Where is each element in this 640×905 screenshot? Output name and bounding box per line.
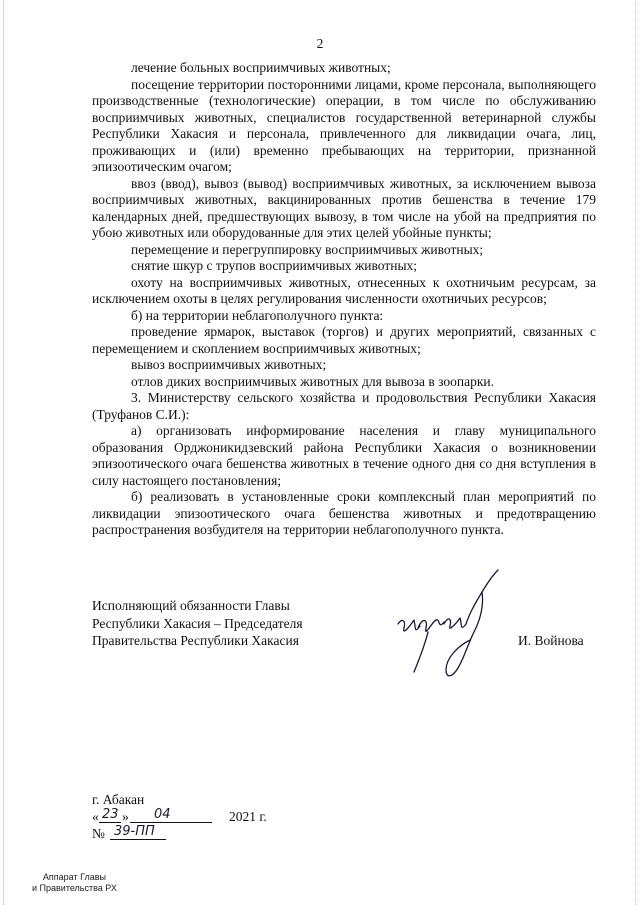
paragraph: б) на территории неблагополучного пункта:	[131, 307, 384, 323]
handwritten-signature	[388, 562, 518, 692]
paragraph: лечение больных восприимчивых животных;	[131, 60, 391, 75]
date-quote-close: »	[122, 809, 129, 824]
date-month: 04	[154, 807, 171, 822]
signer-title	[92, 597, 303, 650]
paragraph: перемещение и перегруппировку восприимчивых животных;	[131, 241, 484, 257]
paragraph: посещение территории посторонними лицами, кроме персонала, выполняющего производственные (технологические) операции, в том числе по обслуживанию восприимчивых животных, специалистов государственной ветеринарной службы Республики Хакасия и персонала, привлеченного для ликвидации очага, лиц, проживающих и (или) временно пребывающих на территории, признанной эпизоотическим очагом;	[92, 76, 596, 174]
paragraph: охоту на восприимчивых животных, отнесенных к охотничьим ресурсам, за исключением охоты в целях регулирования численности охотничьих ресурсов;	[92, 274, 596, 306]
paragraph: вывоз восприимчивых животных;	[131, 357, 327, 372]
date-quote-open: «	[92, 809, 99, 824]
document-footer	[92, 791, 267, 842]
number-sign: №	[92, 826, 105, 841]
date-year: 2021 г.	[229, 809, 267, 824]
signer-name: И. Войнова	[518, 633, 584, 648]
paragraph: снятие шкур с трупов восприимчивых животных;	[131, 258, 418, 273]
signer-title-line: Исполняющий обязанности Главы	[92, 598, 290, 613]
paragraph: б) реализовать в установленные сроки комплексный план мероприятий по ликвидации эпизоотического очага бешенства животных и предотвращению распространения возбудителя на территории неблагополучного пункта.	[92, 489, 596, 537]
document-number: 39-ПП	[114, 824, 155, 839]
stamp-line: Аппарат Главы	[42, 872, 106, 882]
page-edge-right	[635, 0, 637, 905]
paragraph: отлов диких восприимчивых животных для вывоза в зоопарки.	[131, 373, 495, 389]
stamp-line: и Правительства РХ	[32, 883, 117, 893]
paragraph: проведение ярмарок, выставок (торгов) и других мероприятий, связанных с перемещением и скоплением восприимчивых животных;	[92, 324, 596, 356]
paragraph: а) организовать информирование населения и главу муниципального образования Орджоникидзевский района Республики Хакасия о возникновении эпизоотического очага бешенства животных в течение одного дня со дня вступления в силу настоящего постановления;	[92, 423, 596, 488]
signer-title-line: Правительства Республики Хакасия	[92, 633, 299, 648]
office-stamp	[32, 872, 117, 894]
paragraph: 3. Министерству сельского хозяйства и продовольствия Республики Хакасия (Труфанов С.И.):	[92, 390, 596, 422]
number-underline	[110, 839, 166, 840]
page-number: 2	[316, 36, 324, 51]
signer-title-line: Республики Хакасия – Председателя	[92, 615, 303, 631]
date-day: 23	[102, 807, 119, 822]
document-body	[92, 60, 596, 539]
city: г. Абакан	[92, 792, 145, 807]
page-edge-left	[3, 0, 5, 905]
number-line	[92, 824, 155, 842]
paragraph: ввоз (ввод), вывоз (вывод) восприимчивых животных, за исключением вывоза восприимчивых животных, вакцинированных против бешенства в течение 179 календарных дней, предшествующих вывозу, в том числе на убой на предприятия по убою животных или оборудованные для этих целей убойные пункты;	[92, 175, 596, 240]
